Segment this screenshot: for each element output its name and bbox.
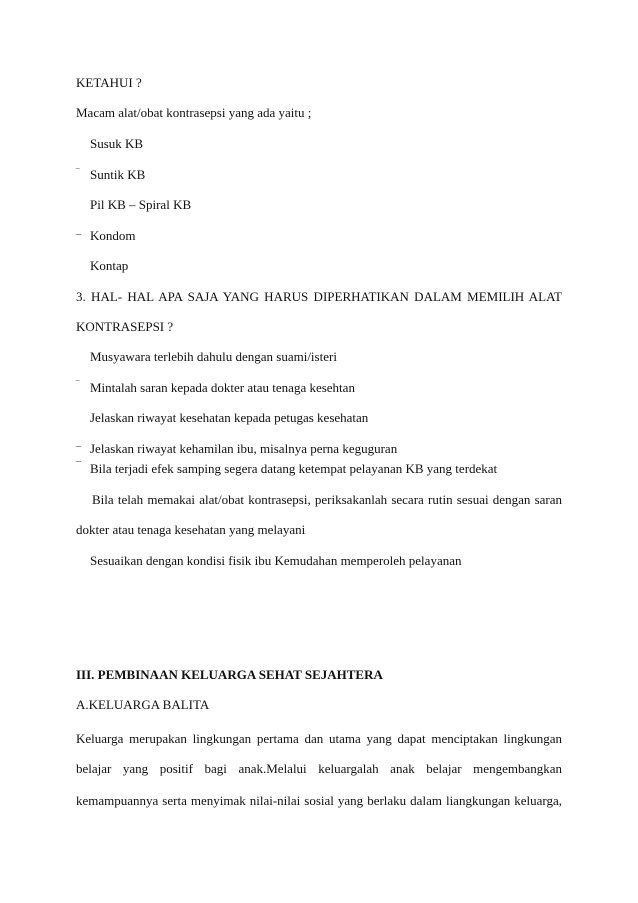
paragraph-line-2: dokter atau tenaga kesehatan yang melayani <box>76 522 306 537</box>
list-marker: _ <box>76 437 81 448</box>
body-line-1: Keluarga merupakan lingkungan pertama dan utama yang dapat menciptakan lingkungan <box>76 731 562 746</box>
body-line-3: kemampuannya serta menyimak nilai-nilai sosial yang berlaku dalam liangkungan keluarga, <box>76 793 562 808</box>
list-item-riwayat-kehamilan: Jelaskan riwayat kehamilan ibu, misalnya perna keguguran <box>90 441 398 456</box>
list-marker: ¯ <box>76 461 81 472</box>
paragraph-line-1: Bila telah memakai alat/obat kontrasepsi, periksakanlah secara rutin sesuai dengan saran <box>92 492 562 507</box>
question-3-line-1: 3. HAL- HAL APA SAJA YANG HARUS DIPERHATIKAN DALAM MEMILIH ALAT <box>76 289 562 304</box>
list-item-kondom: Kondom <box>90 228 136 243</box>
section-heading: III. PEMBINAAN KELUARGA SEHAT SEJAHTERA <box>76 667 383 682</box>
heading-tail: KETAHUI ? <box>76 75 142 90</box>
list-item-musyawara: Musyawara terlebih dahulu dengan suami/isteri <box>90 349 337 364</box>
methods-intro: Macam alat/obat kontrasepsi yang ada yaitu ; <box>76 105 312 120</box>
list-item-saran-dokter: Mintalah saran kepada dokter atau tenaga kesehtan <box>90 380 355 395</box>
list-item-kontap: Kontap <box>90 258 129 273</box>
list-item-suntik: Suntik KB <box>90 167 146 182</box>
question-3-line-2: KONTRASEPSI ? <box>76 319 174 334</box>
list-item-pil-spiral: Pil KB – Spiral KB <box>90 197 192 212</box>
body-line-2: belajar yang positif bagi anak.Melalui keluargalah anak belajar mengembangkan <box>76 761 562 776</box>
list-marker: ‾ <box>76 381 80 392</box>
list-item-efek-samping: Bila terjadi efek samping segera datang ketempat pelayanan KB yang terdekat <box>90 461 498 476</box>
list-item-kondisi-fisik: Sesuaikan dengan kondisi fisik ibu Kemudahan memperoleh pelayanan <box>90 553 462 568</box>
list-marker: _ <box>76 225 81 236</box>
list-marker: ‾ <box>76 169 80 180</box>
section-subheading: A.KELUARGA BALITA <box>76 697 210 712</box>
list-item-susuk: Susuk KB <box>90 136 144 151</box>
list-item-riwayat-kesehatan: Jelaskan riwayat kesehatan kepada petugas kesehatan <box>90 410 369 425</box>
